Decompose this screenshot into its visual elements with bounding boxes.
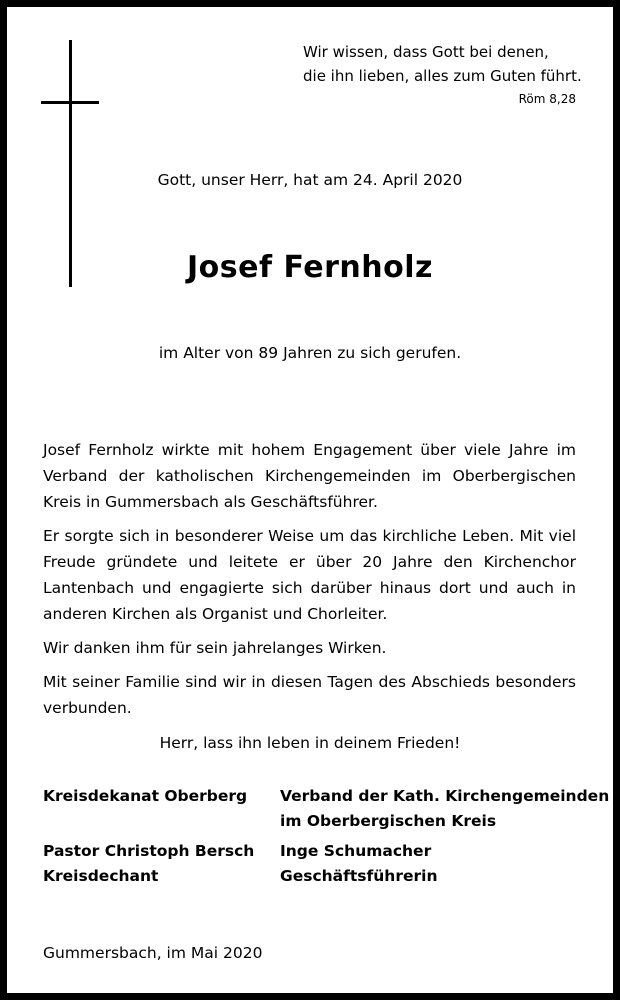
tribute-paragraph: Wir danken ihm für sein jahrelanges Wirken. [43,639,387,657]
quote-line-1: Wir wissen, dass Gott bei denen, [303,43,549,61]
tribute-text [43,437,576,729]
left-person-title: Kreisdechant [43,867,159,885]
left-org-name: Kreisdekanat Oberberg [43,787,248,805]
signature-right-person [280,839,437,889]
signature-left-org [43,784,247,809]
right-org-line-2: im Oberbergischen Kreis [280,812,497,830]
tribute-paragraph: Er sorgte sich in besonderer Weise um das kirchliche Leben. Mit viel Freude gründete und leitete er über 20 Jahre den Kirchenchor Lantenbach und engagierte sich darüber hinaus dort und auch in anderen Kirchen als Organist und Chorleiter. [43,527,576,623]
cross-icon-bar [41,101,99,104]
bible-quote [303,40,582,88]
right-org-line-1: Verband der Kath. Kirchengemeinden [280,787,610,805]
intro-text: Gott, unser Herr, hat am 24. April 2020 [157,171,463,189]
age-text: im Alter von 89 Jahren zu sich gerufen. [158,344,462,362]
signature-left-person [43,839,254,889]
deceased-name: Josef Fernholz [187,250,433,285]
farewell-line: Herr, lass ihn leben in deinem Frieden! [159,734,461,752]
right-person-name: Inge Schumacher [280,842,432,860]
quote-reference: Röm 8,28 [518,92,576,106]
place-date: Gummersbach, im Mai 2020 [43,944,263,962]
tribute-paragraph: Josef Fernholz wirkte mit hohem Engagement über viele Jahre im Verband der katholischen Kirchengemeinden im Oberbergischen Kreis in Gummersbach als Geschäftsführer. [43,441,576,511]
tribute-paragraph: Mit seiner Familie sind wir in diesen Tagen des Abschieds besonders verbunden. [43,673,576,717]
left-person-name: Pastor Christoph Bersch [43,842,255,860]
signature-right-org [280,784,609,834]
right-person-title: Geschäftsführerin [280,867,438,885]
obituary-card [7,7,613,993]
quote-line-2: die ihn lieben, alles zum Guten führt. [303,67,582,85]
